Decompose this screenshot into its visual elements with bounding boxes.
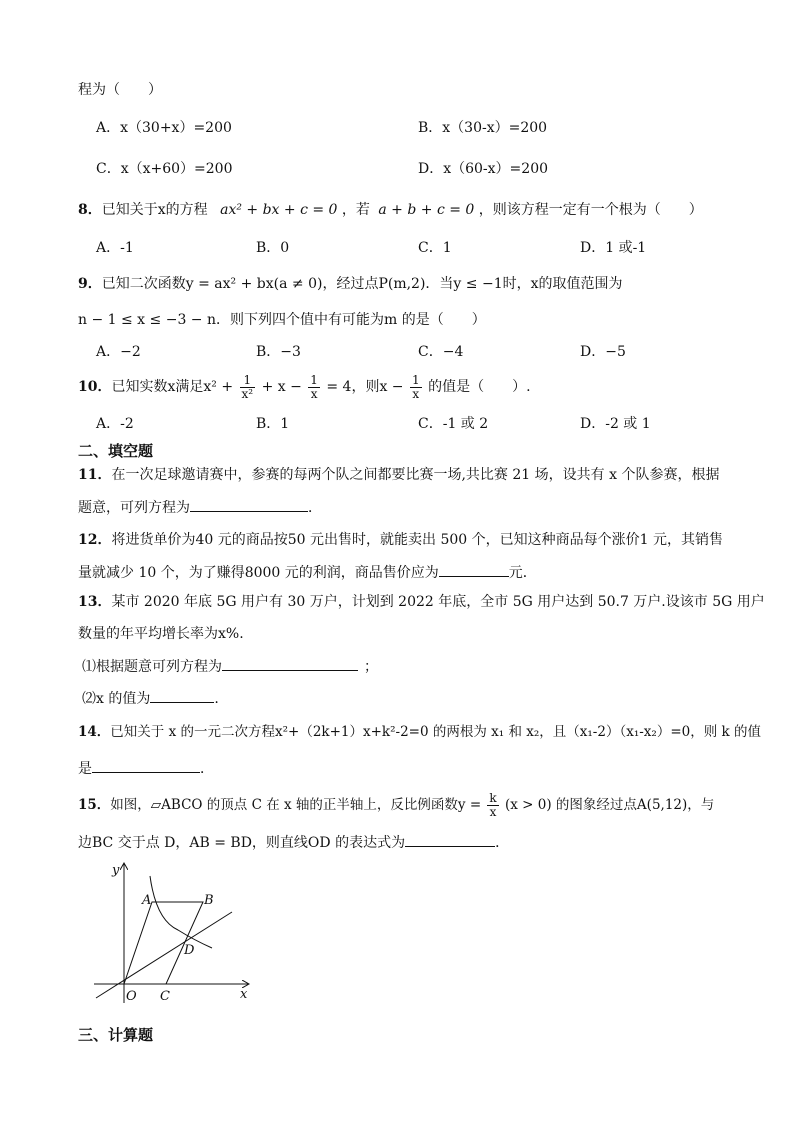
q8-text-b: ，若 — [341, 202, 370, 218]
q13-text-line1: 某市 2020 年底 5G 用户有 30 万户，计划到 2022 年底，全市 5G 用户达到 50.7 万户.设该市 5G 用户 — [111, 594, 765, 610]
q10-stem — [78, 372, 531, 402]
q10-number: 10． — [78, 379, 112, 395]
q15-text-line1b: (x > 0) 的图象经过点A(5,12)，与 — [505, 797, 715, 813]
q7-option-d[interactable]: D．x（60-x）=200 — [418, 161, 549, 177]
q13-sub1-end: ； — [364, 659, 378, 675]
q10-text-pre: 已知实数x满足x² + — [111, 379, 234, 395]
q15-text-line2: 边BC 交于点 D，AB = BD，则直线OD 的表达式为 — [78, 835, 406, 851]
q10-option-b[interactable]: B．1 — [256, 416, 290, 432]
q14-text-line2: 是 — [78, 761, 92, 777]
q10-fraction-2: $\frac{1}{x}$ — [310, 372, 318, 401]
q15-end: ． — [495, 835, 510, 851]
q10-fraction-1: $\frac{1}{\text{x²}}$ — [241, 372, 254, 401]
label-c: C — [160, 989, 170, 1004]
line-od — [96, 912, 232, 998]
q9-text-line1: 已知二次函数y = ax² + bx(a ≠ 0)，经过点P(m,2)．当y ≤ −1时，x的取值范围为 — [101, 276, 623, 292]
q13-number: 13． — [78, 594, 112, 610]
section-fill-in-title: 二、填空题 — [78, 442, 154, 460]
q15-stem-line1 — [78, 790, 714, 820]
q13-sub1-text: ⑴根据题意可列方程为 — [82, 659, 222, 675]
q9-stem-line1 — [78, 274, 623, 294]
q13-stem-line2: 数量的年平均增长率为x%. — [78, 626, 244, 642]
q9-stem-line2: n − 1 ≤ x ≤ −3 − n．则下列四个值中有可能为m 的是（ ） — [78, 312, 486, 328]
q8-option-c[interactable]: C．1 — [418, 240, 452, 256]
label-x: x — [240, 987, 248, 1002]
q15-fraction: $\frac{k}{x}$ — [489, 791, 497, 819]
q14-stem-line2 — [78, 758, 214, 779]
q13-sub1 — [82, 656, 378, 677]
q12-stem-line1 — [78, 530, 723, 550]
label-d: D — [184, 943, 195, 958]
q13-sub2-end: . — [214, 691, 219, 707]
q10-option-d[interactable]: D．-2 或 1 — [580, 416, 651, 432]
q11-stem-line1 — [78, 465, 719, 485]
q8-option-b[interactable]: B．0 — [256, 240, 290, 256]
q8-text-c: ，则该方程一定有一个根为（ ） — [478, 202, 703, 218]
q15-stem-line2 — [78, 832, 509, 853]
q9-option-b[interactable]: B．−3 — [256, 344, 301, 360]
q8-option-a[interactable]: A．-1 — [96, 240, 134, 256]
q7-option-a[interactable]: A．x（30+x）=200 — [96, 120, 232, 136]
q7-stem-tail: 程为（ ） — [78, 82, 162, 98]
label-y: y — [112, 863, 120, 878]
q8-stem — [78, 200, 703, 220]
q14-stem-line1 — [78, 722, 761, 742]
q11-answer-blank[interactable] — [190, 497, 308, 512]
q11-stem-line2 — [78, 497, 322, 518]
label-o: O — [126, 989, 137, 1004]
q7-option-b[interactable]: B．x（30-x）=200 — [418, 120, 548, 136]
q15-figure — [90, 858, 260, 1008]
q12-answer-blank[interactable] — [439, 562, 509, 577]
q12-text-line2: 量就减少 10 个，为了赚得8000 元的利润，商品售价应为 — [78, 565, 439, 581]
q14-number: 14． — [78, 724, 111, 740]
q13-sub2-answer-blank[interactable] — [150, 688, 214, 703]
q8-condition: a + b + c = 0 — [378, 202, 475, 218]
q15-text-line1a: 如图，▱ABCO 的顶点 C 在 x 轴的正半轴上，反比例函数y = — [110, 797, 482, 813]
q10-option-a[interactable]: A．-2 — [96, 416, 134, 432]
q10-fraction-3: $\frac{1}{x}$ — [412, 372, 420, 401]
q14-end: ． — [200, 761, 214, 777]
q12-stem-line2 — [78, 562, 537, 583]
q8-text-a: 已知关于x的方程 — [101, 202, 208, 218]
q10-option-c[interactable]: C．-1 或 2 — [418, 416, 489, 432]
q12-text-line1: 将进货单价为40 元的商品按50 元出售时，就能卖出 500 个，已知这种商品每个涨价1 元，其销售 — [111, 532, 723, 548]
q8-option-d[interactable]: D．1 或-1 — [580, 240, 647, 256]
q10-text-post: 的值是（ ）. — [428, 379, 531, 395]
hyperbola-curve — [150, 876, 212, 948]
q7-option-c[interactable]: C．x（x+60）=200 — [96, 161, 233, 177]
q14-text-line1: 已知关于 x 的一元二次方程x²+（2k+1）x+k²-2=0 的两根为 x₁ 和 x₂，且（x₁-2）（x₁-x₂）=0，则 k 的值 — [110, 724, 761, 740]
section-calculation-title: 三、计算题 — [78, 1026, 154, 1044]
q11-text-line2: 题意，可列方程为 — [78, 500, 190, 516]
q9-option-d[interactable]: D．−5 — [580, 344, 626, 360]
q10-text-eq: = 4，则x − — [326, 379, 404, 395]
q15-number: 15． — [78, 797, 111, 813]
q9-option-c[interactable]: C．−4 — [418, 344, 464, 360]
q13-sub1-answer-blank[interactable] — [222, 656, 358, 671]
q11-number: 11． — [78, 467, 112, 483]
q8-number: 8． — [78, 202, 102, 218]
q12-end: 元． — [508, 565, 537, 581]
q12-number: 12． — [78, 532, 112, 548]
q14-answer-blank[interactable] — [92, 758, 200, 773]
q13-sub2 — [82, 688, 219, 709]
q11-end: ． — [308, 500, 322, 516]
q9-option-a[interactable]: A．−2 — [96, 344, 141, 360]
label-b: B — [204, 893, 214, 908]
q13-sub2-text: ⑵x 的值为 — [82, 691, 151, 707]
q9-number: 9． — [78, 276, 102, 292]
q15-answer-blank[interactable] — [405, 832, 495, 847]
q10-text-mid: + x − — [261, 379, 302, 395]
q13-stem-line1 — [78, 592, 765, 612]
q8-equation: ax² + bx + c = 0 — [220, 202, 338, 218]
label-a: A — [142, 893, 152, 908]
q11-text-line1: 在一次足球邀请赛中，参赛的每两个队之间都要比赛一场,共比赛 21 场，设共有 x 个队参赛，根据 — [111, 467, 720, 483]
